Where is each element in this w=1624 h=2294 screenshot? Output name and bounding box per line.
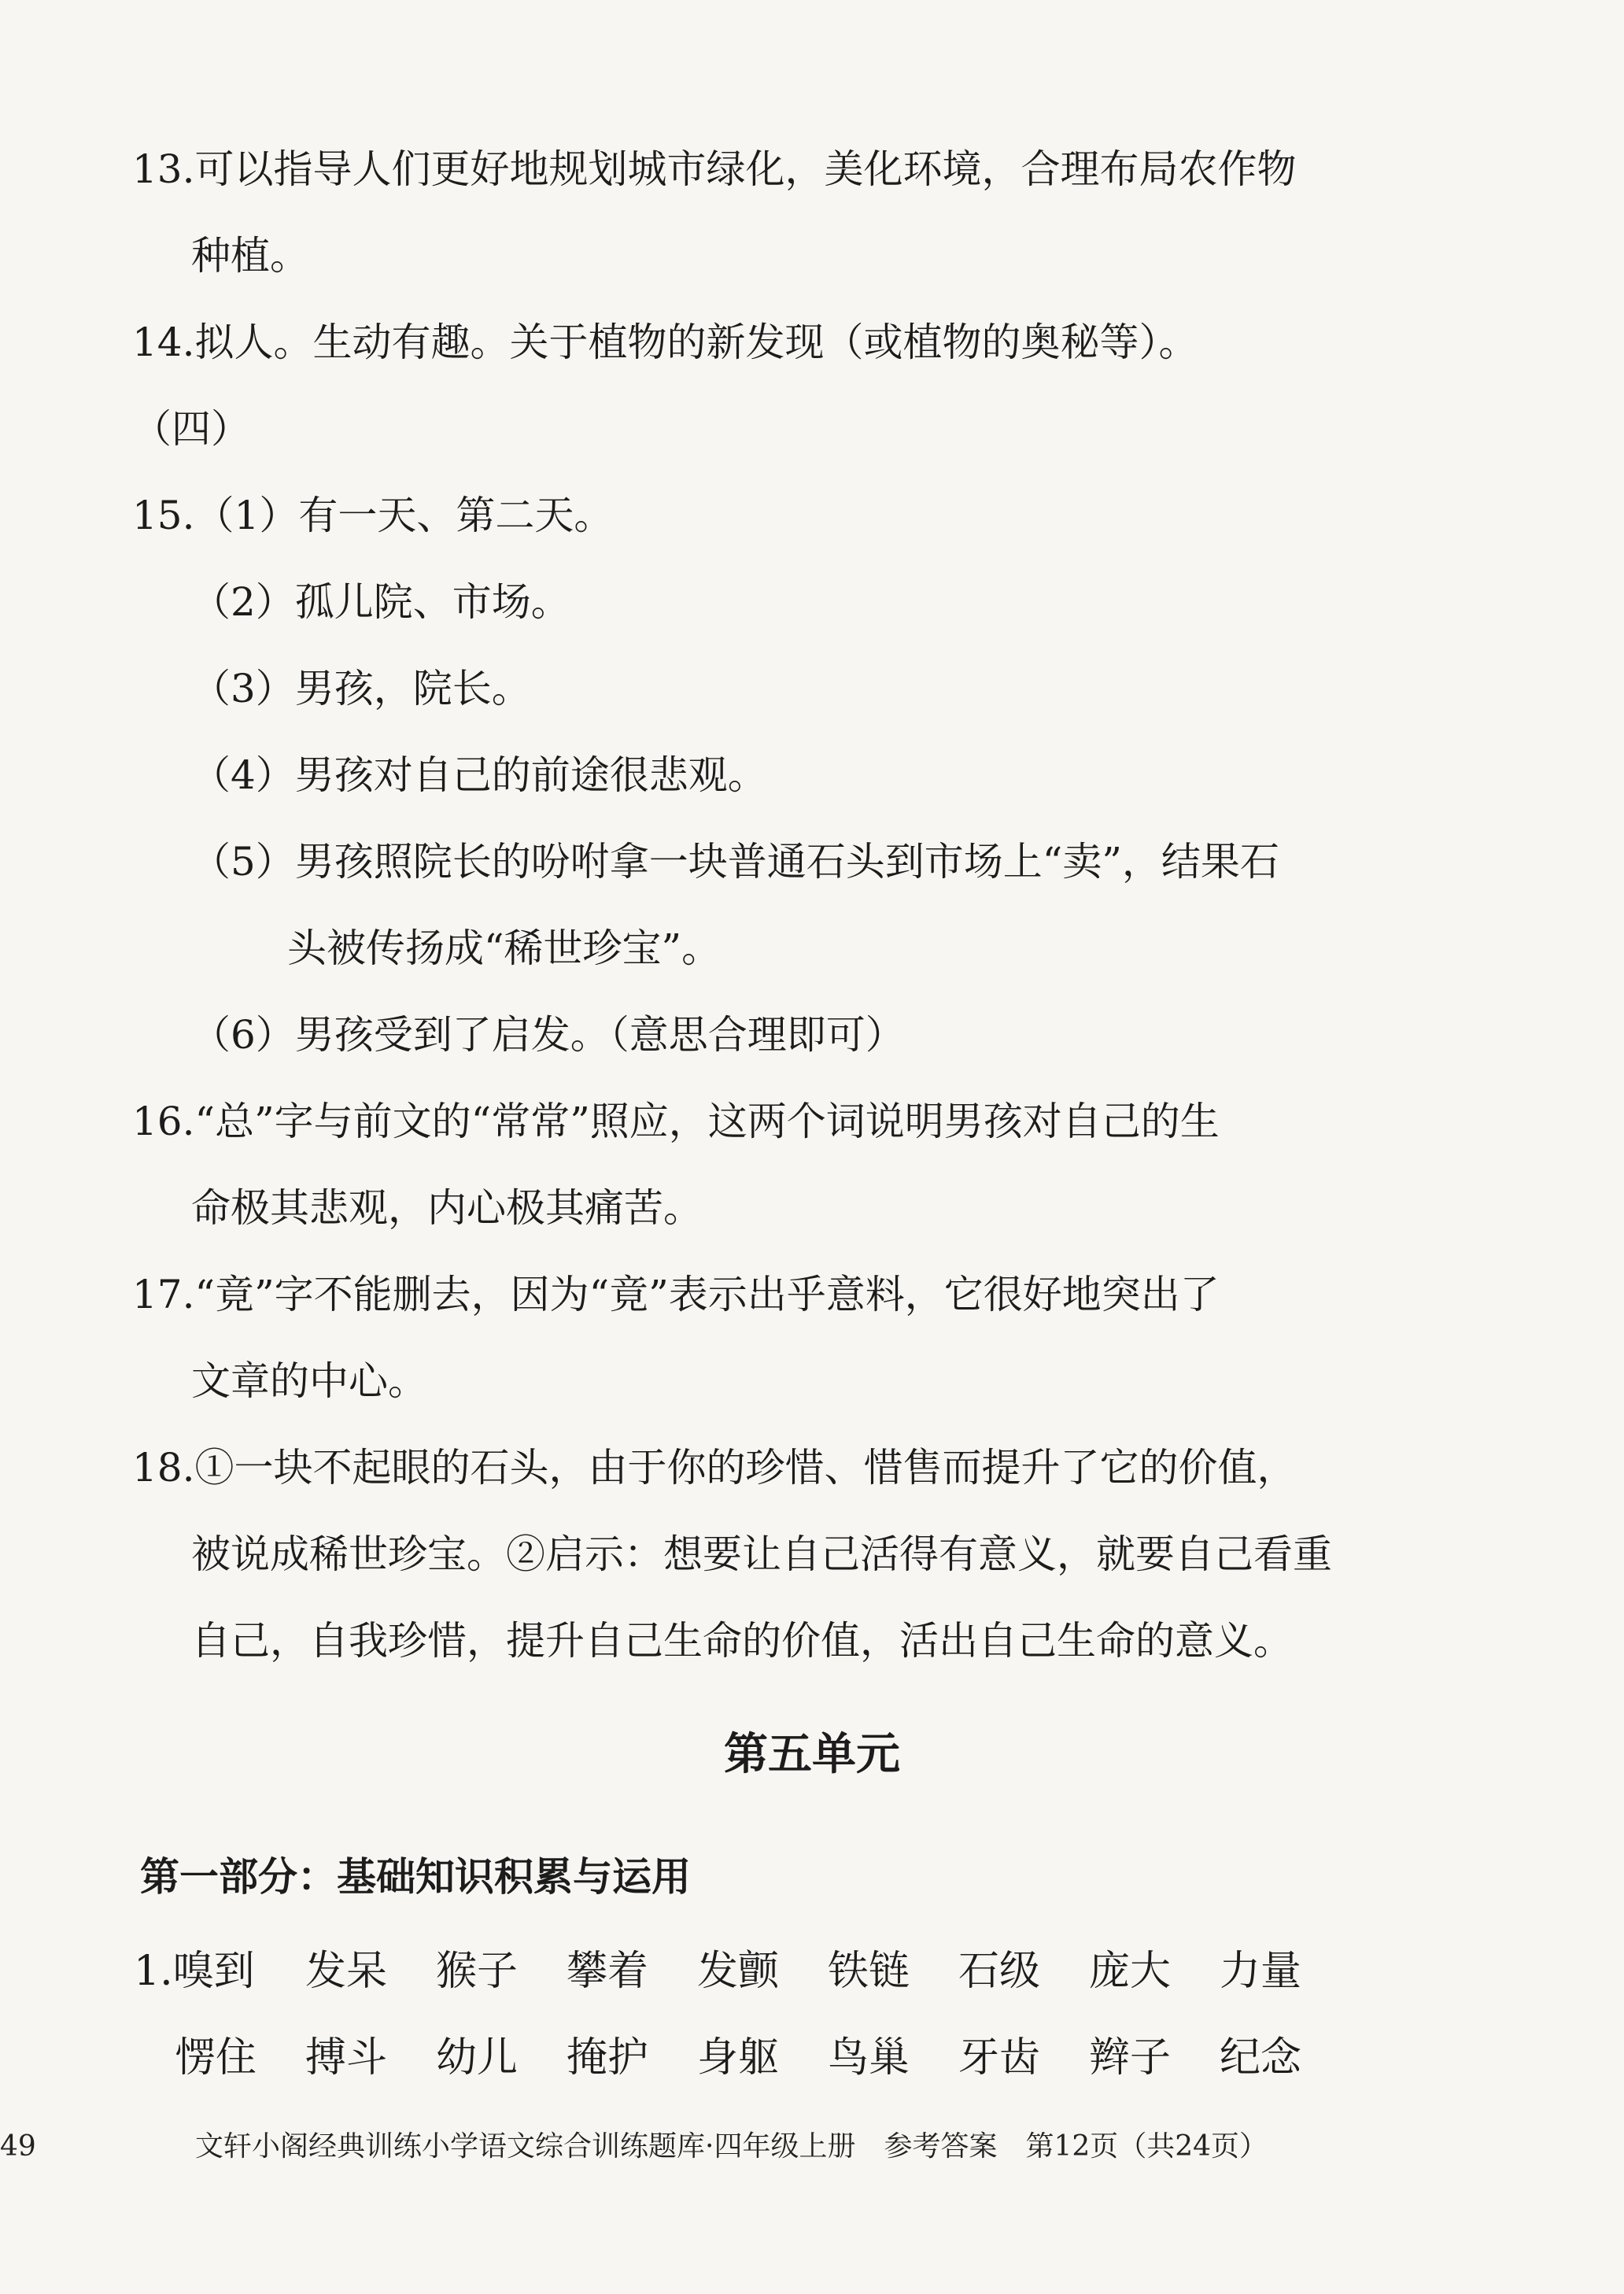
- vocab-word: 发呆: [305, 1948, 388, 1995]
- answer-16-line-2: 命极其悲观，内心极其痛苦。: [191, 1185, 703, 1231]
- vocab-word: 牙齿: [958, 2034, 1041, 2082]
- vocab-row-2: [0, 2030, 1624, 2093]
- part-four-heading: （四）: [132, 406, 250, 452]
- answer-15-1: 15.（1）有一天、第二天。: [132, 493, 614, 538]
- vocab-word: 攀着: [567, 1948, 649, 1995]
- vocab-row-1: [0, 1944, 1624, 2007]
- answer-15-2: （2）孤儿院、市场。: [191, 579, 570, 625]
- vocab-word: 掩护: [567, 2034, 649, 2082]
- vocab-word: 1.嗅到: [134, 1948, 255, 1995]
- vocab-word: 铁链: [828, 1948, 910, 1995]
- vocab-word: 力量: [1220, 1948, 1302, 1995]
- vocab-word: 庞大: [1089, 1948, 1172, 1995]
- vocab-word: 猴子: [436, 1948, 519, 1995]
- answer-15-4: （4）男孩对自己的前途很悲观。: [191, 752, 767, 798]
- answer-17-line-2: 文章的中心。: [191, 1358, 427, 1404]
- page-footer: 文轩小阁经典训练小学语文综合训练题库·四年级上册 参考答案 第12页（共24页）: [195, 2130, 1268, 2163]
- answer-18-line-2: 被说成稀世珍宝。②启示：想要让自己活得有意义，就要自己看重: [191, 1531, 1332, 1577]
- vocab-word: 辫子: [1089, 2034, 1172, 2082]
- vocab-word: 搏斗: [305, 2034, 388, 2082]
- answer-15-6: （6）男孩受到了启发。（意思合理即可）: [191, 1012, 905, 1058]
- answer-18-line-1: 18.①一块不起眼的石头，由于你的珍惜、惜售而提升了它的价值，: [132, 1445, 1297, 1491]
- vocab-word: 鸟巢: [828, 2034, 910, 2082]
- vocab-word: 身躯: [697, 2034, 780, 2082]
- section-heading: 第一部分：基础知识积累与运用: [140, 1854, 691, 1900]
- answer-14: 14.拟人。生动有趣。关于植物的新发现（或植物的奥秘等）。: [132, 320, 1198, 365]
- answer-15-3: （3）男孩，院长。: [191, 666, 531, 711]
- answer-13-line-1: 13.可以指导人们更好地规划城市绿化，美化环境，合理布局农作物: [132, 146, 1297, 192]
- unit-title: 第五单元: [724, 1729, 900, 1780]
- vocab-word: 愣住: [175, 2034, 257, 2082]
- answer-18-line-3: 自己，自我珍惜，提升自己生命的价值，活出自己生命的意义。: [191, 1618, 1293, 1664]
- answer-15-5-line-1: （5）男孩照院长的吩咐拿一块普通石头到市场上“卖”，结果石: [191, 839, 1279, 885]
- answer-16-line-1: 16.“总”字与前文的“常常”照应，这两个词说明男孩对自己的生: [132, 1099, 1220, 1144]
- vocab-word: 发颤: [697, 1948, 780, 1995]
- vocab-word: 石级: [958, 1948, 1041, 1995]
- margin-page-number: 49: [0, 2130, 36, 2163]
- vocab-word: 幼儿: [436, 2034, 519, 2082]
- vocab-word: 纪念: [1220, 2034, 1302, 2082]
- answer-15-5-line-2: 头被传扬成“稀世珍宝”。: [287, 925, 722, 971]
- answer-13-line-2: 种植。: [191, 233, 309, 279]
- answer-17-line-1: 17.“竟”字不能删去，因为“竟”表示出乎意料，它很好地突出了: [132, 1272, 1220, 1317]
